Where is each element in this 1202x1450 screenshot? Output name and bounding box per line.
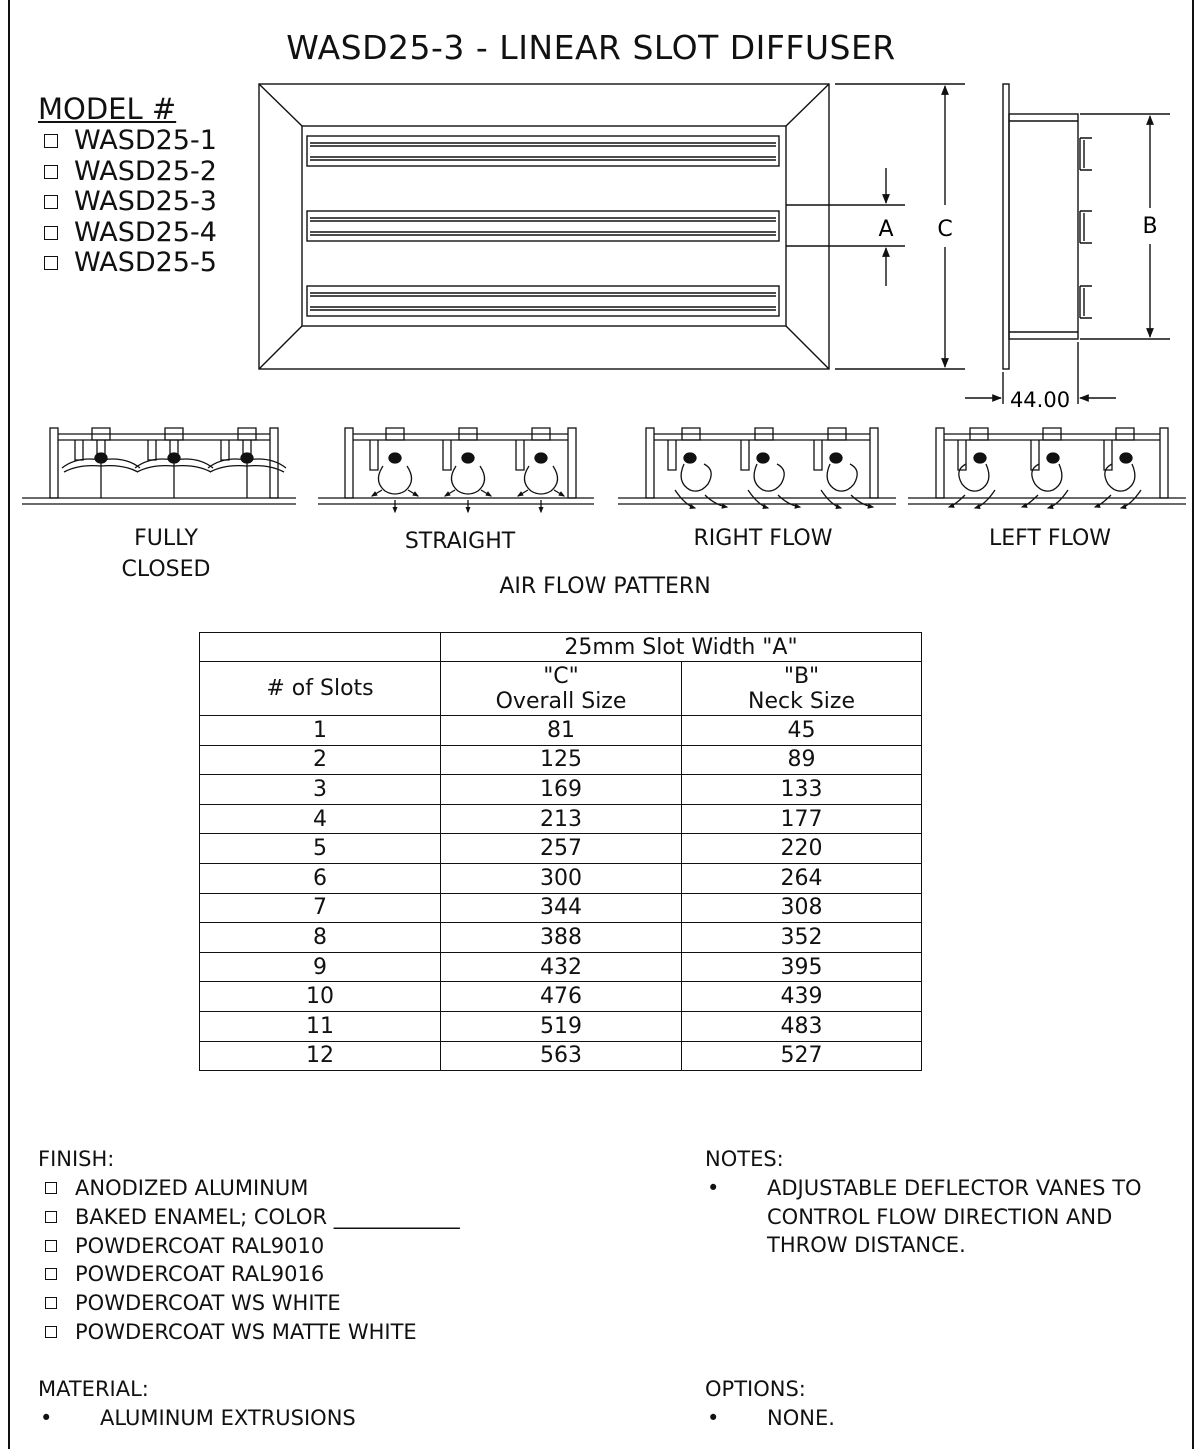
bullet: • (707, 1406, 720, 1430)
left-flow-section (908, 428, 1186, 508)
table-body (200, 716, 922, 1071)
table-group-header: 25mm Slot Width "A" (441, 633, 922, 662)
header-line: "B" (783, 663, 820, 689)
neck-size-cell: 89 (682, 745, 922, 775)
finish-option-label: ANODIZED ALUMINUM (75, 1176, 309, 1201)
airflow-sections (0, 410, 1202, 530)
side-view (965, 84, 1170, 404)
model-option-label: WASD25-3 (74, 186, 217, 218)
slot-2 (307, 211, 779, 241)
table-row (200, 804, 922, 834)
finish-option[interactable] (45, 1203, 460, 1232)
finish-heading: FINISH: (38, 1147, 115, 1171)
checkbox[interactable] (45, 1240, 57, 1252)
neck-size-cell: 177 (682, 804, 922, 834)
page-title: WASD25-3 - LINEAR SLOT DIFFUSER (286, 28, 896, 67)
checkbox[interactable] (45, 1326, 57, 1338)
table-row (200, 893, 922, 923)
caption-line: FULLY (134, 526, 198, 551)
material-heading: MATERIAL: (38, 1377, 149, 1401)
overall-size-cell: 344 (441, 893, 682, 923)
finish-option-label: POWDERCOAT WS WHITE (75, 1291, 341, 1316)
table-row (200, 923, 922, 953)
overall-size-cell: 300 (441, 863, 682, 893)
size-table (199, 632, 922, 1071)
right-flow-section (618, 428, 896, 508)
finish-option[interactable] (45, 1317, 460, 1346)
table-corner-cell (200, 633, 441, 662)
bullet: • (707, 1176, 720, 1200)
finish-option-label: POWDERCOAT RAL9016 (75, 1262, 325, 1287)
overall-size-cell: 125 (441, 745, 682, 775)
notes-heading: NOTES: (705, 1147, 784, 1171)
header-line: "C" (543, 663, 579, 689)
table-row (200, 863, 922, 893)
overall-size-cell: 169 (441, 775, 682, 805)
column-header-overall-size (441, 662, 682, 716)
notes-line: CONTROL FLOW DIRECTION AND (767, 1204, 1113, 1229)
finish-option[interactable] (45, 1174, 460, 1203)
neck-size-cell: 308 (682, 893, 922, 923)
overall-size-cell: 563 (441, 1041, 682, 1071)
checkbox[interactable] (45, 1268, 57, 1280)
neck-size-cell: 395 (682, 952, 922, 982)
right-flow-caption: RIGHT FLOW (693, 526, 833, 551)
table-row (200, 775, 922, 805)
checkbox[interactable] (45, 1297, 57, 1309)
neck-size-cell: 45 (682, 716, 922, 746)
table-row (200, 952, 922, 982)
neck-size-cell: 220 (682, 834, 922, 864)
finish-option[interactable] (45, 1231, 460, 1260)
air-flow-pattern-caption: AIR FLOW PATTERN (499, 574, 711, 599)
header-line: Neck Size (748, 688, 855, 714)
neck-size-cell: 483 (682, 1011, 922, 1041)
fully-closed-section (22, 428, 296, 504)
notes-line: ADJUSTABLE DEFLECTOR VANES TO (767, 1176, 1142, 1200)
neck-size-cell: 439 (682, 982, 922, 1012)
options-item (707, 1404, 835, 1433)
model-heading: MODEL # (38, 92, 177, 126)
bullet: • (40, 1406, 53, 1430)
caption-line: CLOSED (121, 557, 211, 582)
slots-cell: 11 (200, 1011, 441, 1041)
finish-option-label: BAKED ENAMEL; COLOR ____________ (75, 1205, 460, 1230)
finish-option-label: POWDERCOAT WS MATTE WHITE (75, 1319, 417, 1344)
overall-size-cell: 476 (441, 982, 682, 1012)
column-header-neck-size (682, 662, 922, 716)
slots-cell: 8 (200, 923, 441, 953)
fully-closed-caption (86, 523, 246, 585)
dimension-c-label: C (937, 217, 953, 242)
material-text: ALUMINUM EXTRUSIONS (100, 1406, 356, 1430)
overall-size-cell: 81 (441, 716, 682, 746)
slots-cell: 1 (200, 716, 441, 746)
dimension-b-label: B (1142, 214, 1158, 239)
dimension-a-label: A (878, 217, 894, 242)
model-option-label: WASD25-4 (74, 216, 217, 248)
overall-size-cell: 432 (441, 952, 682, 982)
slots-cell: 3 (200, 775, 441, 805)
options-text: NONE. (767, 1406, 835, 1430)
finish-option-label: POWDERCOAT RAL9010 (75, 1233, 325, 1258)
table-row (200, 745, 922, 775)
checkbox[interactable] (45, 1211, 57, 1223)
slots-cell: 12 (200, 1041, 441, 1071)
overall-size-cell: 257 (441, 834, 682, 864)
table-row (200, 716, 922, 746)
notes-line: THROW DISTANCE. (767, 1233, 966, 1257)
header-line: Overall Size (495, 688, 627, 714)
slots-cell: 10 (200, 982, 441, 1012)
neck-size-cell: 352 (682, 923, 922, 953)
overall-size-cell: 213 (441, 804, 682, 834)
material-item (40, 1404, 356, 1433)
model-option-label: WASD25-2 (74, 155, 217, 187)
slots-cell: 2 (200, 745, 441, 775)
diffuser-drawing (0, 0, 1202, 420)
neck-size-cell: 133 (682, 775, 922, 805)
table-row (200, 1041, 922, 1071)
table-row (200, 982, 922, 1012)
left-flow-caption: LEFT FLOW (988, 526, 1112, 551)
neck-size-cell: 527 (682, 1041, 922, 1071)
slots-cell: 6 (200, 863, 441, 893)
front-view (259, 84, 965, 369)
depth-dimension-label: 44.00 (1009, 388, 1071, 412)
finish-option[interactable] (45, 1260, 460, 1289)
table-group-header-row (200, 633, 922, 662)
slots-cell: 4 (200, 804, 441, 834)
slot-3 (307, 286, 779, 316)
options-heading: OPTIONS: (705, 1377, 806, 1401)
notes-text (767, 1174, 1142, 1260)
notes-item (707, 1174, 1177, 1260)
slot-1 (307, 136, 779, 166)
straight-caption: STRAIGHT (404, 529, 516, 554)
table-header-row (200, 662, 922, 716)
checkbox[interactable] (45, 1182, 57, 1194)
overall-size-cell: 519 (441, 1011, 682, 1041)
slots-cell: 9 (200, 952, 441, 982)
finish-list (45, 1174, 460, 1346)
model-option-label: WASD25-1 (74, 125, 217, 157)
column-header-slots: # of Slots (200, 662, 441, 716)
straight-section (318, 428, 594, 512)
slots-cell: 7 (200, 893, 441, 923)
neck-size-cell: 264 (682, 863, 922, 893)
overall-size-cell: 388 (441, 923, 682, 953)
finish-option[interactable] (45, 1289, 460, 1318)
slots-cell: 5 (200, 834, 441, 864)
table-row (200, 834, 922, 864)
model-option-label: WASD25-5 (74, 247, 217, 279)
table-row (200, 1011, 922, 1041)
